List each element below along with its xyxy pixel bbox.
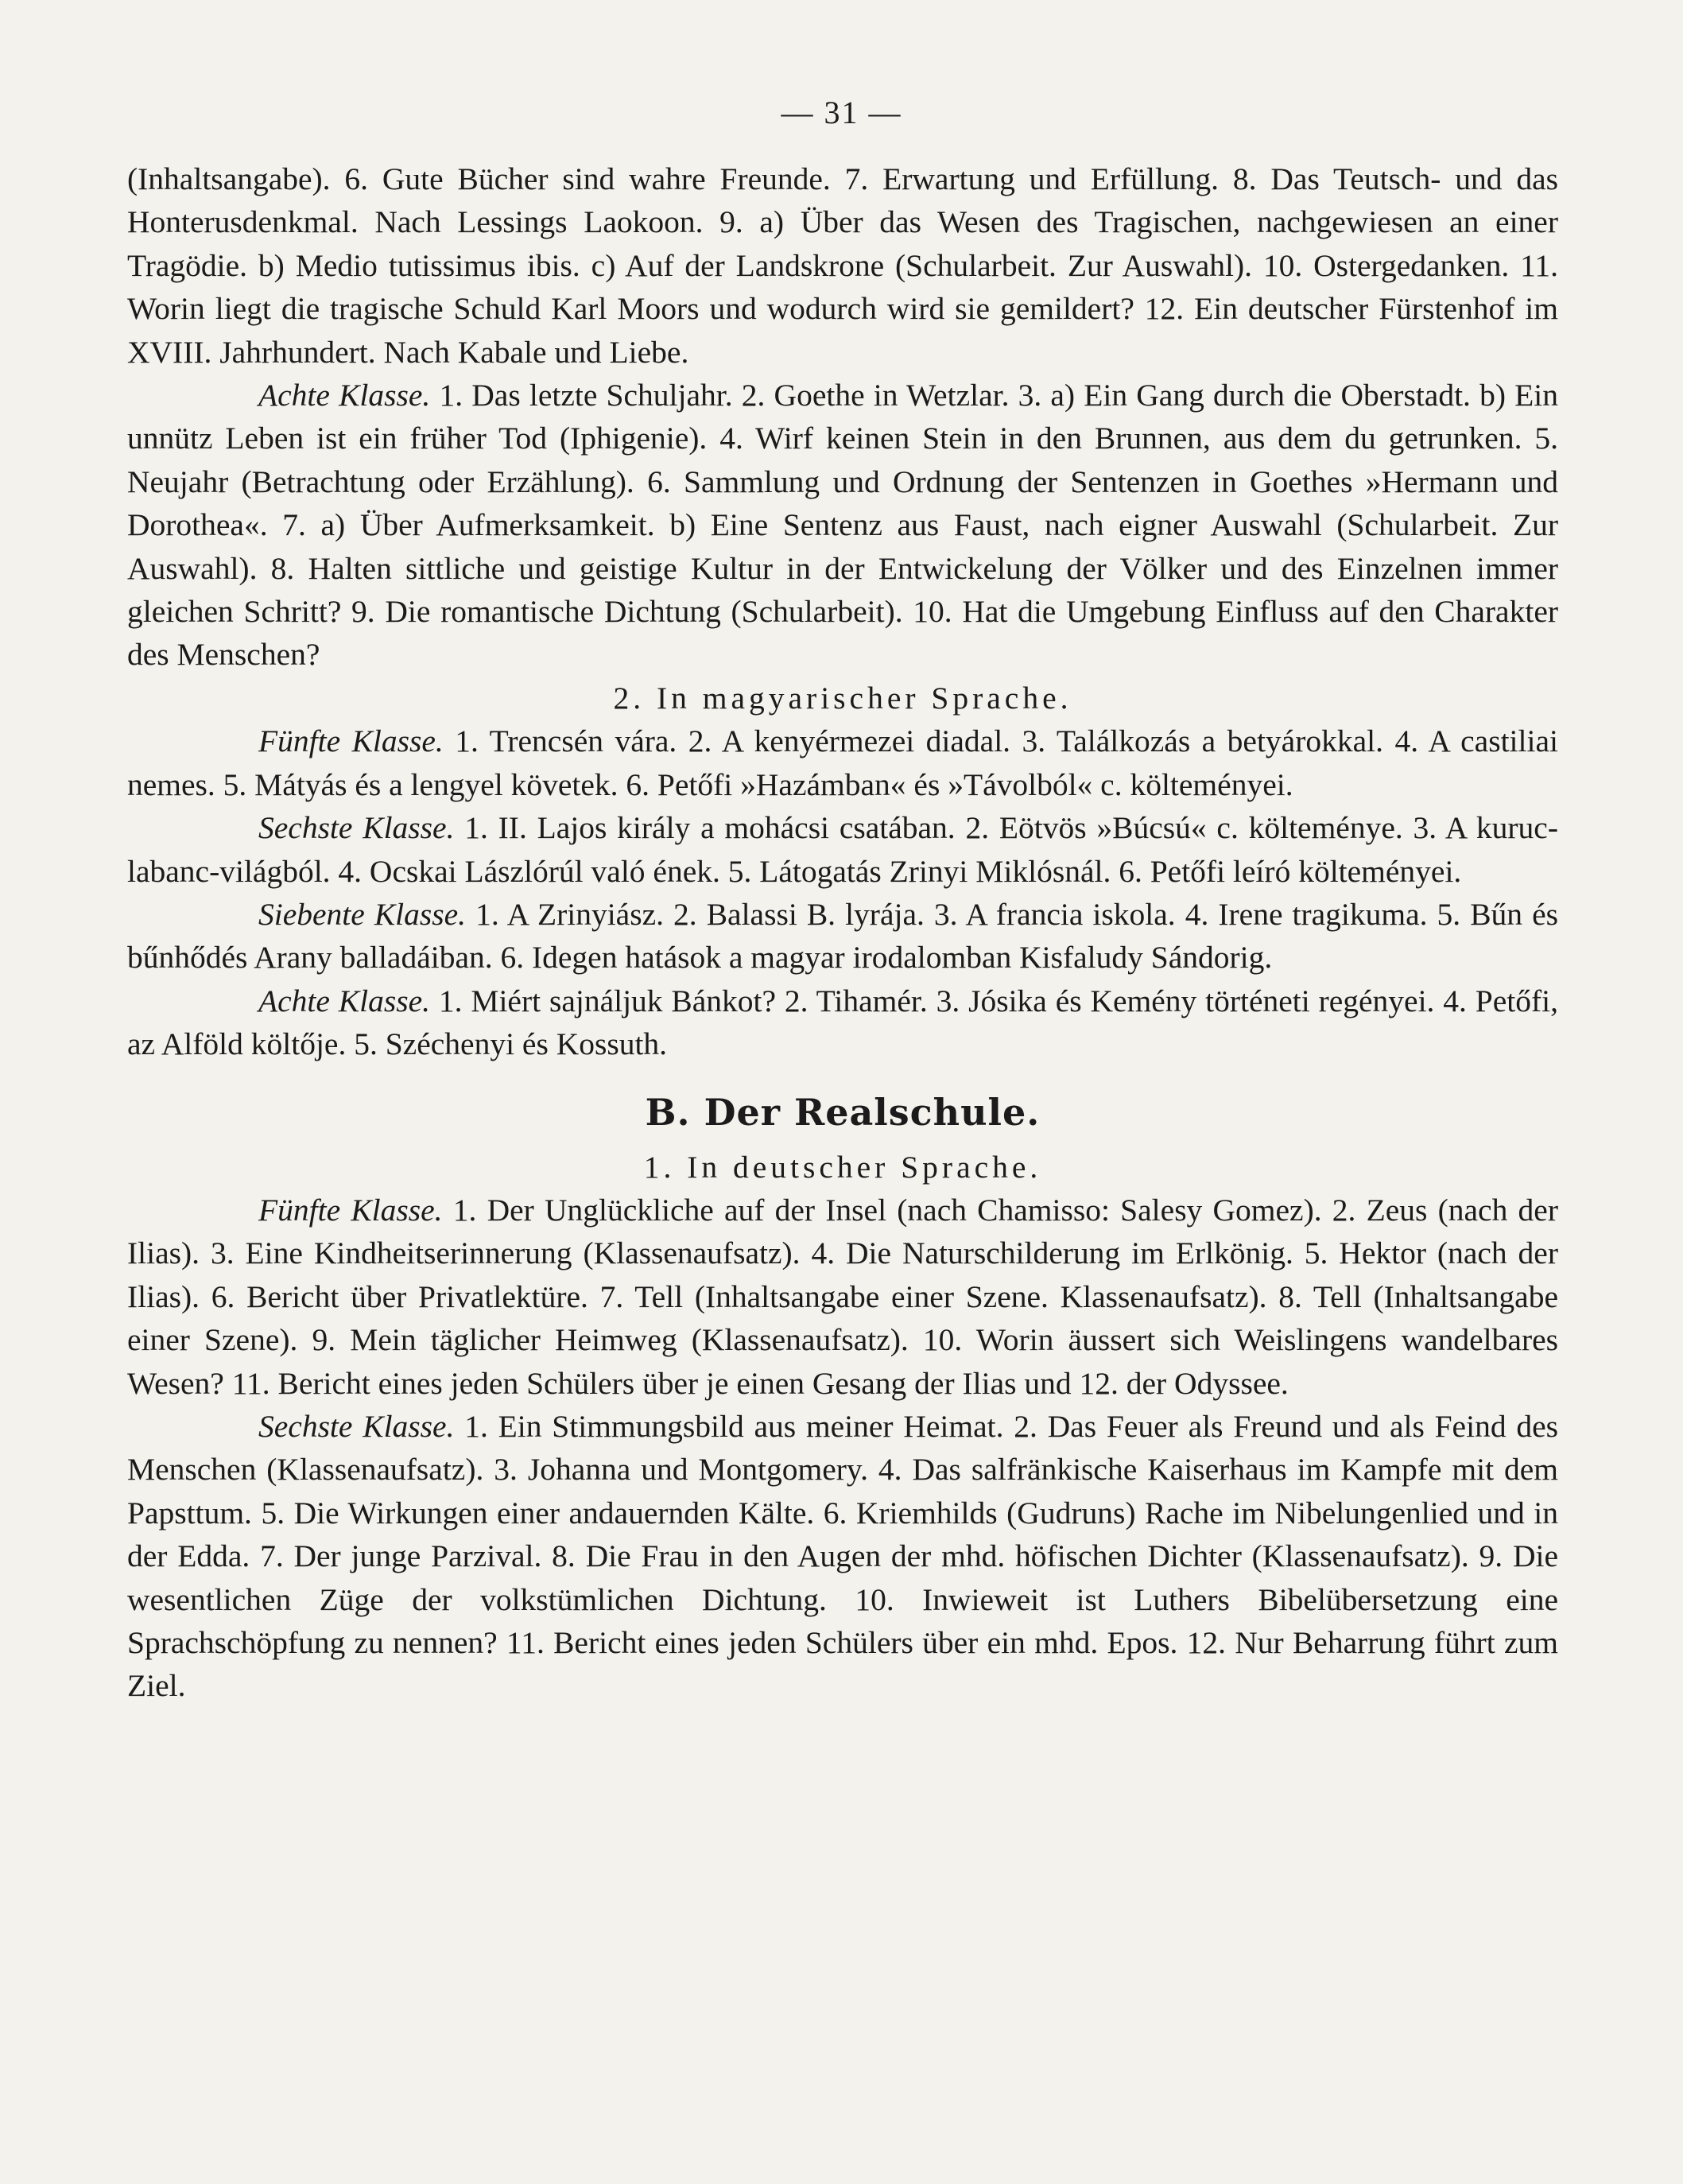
class-topics: 1. Der Unglückliche auf der Insel (nach Chamisso: Salesy Gomez). 2. Zeus (nach der Ilias). 3. Eine Kindheitserinnerung (Klassenaufsatz). 4. Die Naturschilderung im Erlkönig. 5. Hektor (nach der Ilias). 6. Bericht über Privatlektüre. 7. Tell (Inhaltsangabe einer Szene. Klassenaufsatz). 8. Tell (Inhaltsangabe einer Szene). 9. Mein täglicher Heimweg (Klassenaufsatz). 10. Worin äussert sich Weislingens wandelbares Wesen? 11. Bericht eines jeden Schülers über je einen Gesang der Ilias und 12. der Odyssee. xyxy=(127,1192,1558,1401)
class-topics: 1. Trencsén vára. 2. A kenyérmezei diadal. 3. Találkozás a betyárokkal. 4. A castiliai nemes. 5. Mátyás és a lengyel követek. 6. Petőfi »Hazámban« és »Távolból« c. költeményei. xyxy=(127,723,1558,802)
magyar-sechste-paragraph xyxy=(127,806,1558,893)
class-topics: 1. Ein Stimmungsbild aus meiner Heimat. 2. Das Feuer als Freund und als Feind des Menschen (Klassenaufsatz). 3. Johanna und Montgomery. 4. Das salfränkische Kaiserhaus im Kampfe mit dem Papsttum. 5. Die Wirkungen einer andauernden Kälte. 6. Kriemhilds (Gudruns) Rache im Nibelungenlied und in der Edda. 7. Der junge Parzival. 8. Die Frau in den Augen der mhd. höfischen Dichter (Klassenaufsatz). 9. Die wesentlichen Züge der volkstümlichen Dichtung. 10. Inwieweit ist Luthers Bibelübersetzung eine Sprachschöpfung zu nennen? 11. Bericht eines jeden Schülers über ein mhd. Epos. 12. Nur Beharrung führt zum Ziel. xyxy=(127,1408,1558,1704)
magyar-heading: 2. In magyarischer Sprache. xyxy=(613,680,1072,716)
page-number: — 31 — xyxy=(781,95,902,130)
class-label: Fünfte Klasse. xyxy=(258,723,444,759)
class-label: Achte Klasse. xyxy=(258,378,431,413)
intro-paragraph: (Inhaltsangabe). 6. Gute Bücher sind wahre Freunde. 7. Erwartung und Erfüllung. 8. Das Teutsch- und das Honterusdenkmal. Nach Lessings Laokoon. 9. a) Über das Wesen des Tragischen, nachgewiesen an einer Tragödie. b) Medio tutissimus ibis. c) Auf der Landskrone (Schularbeit. Zur Auswahl). 10. Ostergedanken. 11. Worin liegt die tragische Schuld Karl Moors und wodurch wird sie gemildert? 12. Ein deutscher Fürstenhof im XVIII. Jahrhundert. Nach Kabale und Liebe. xyxy=(127,161,1558,370)
class-label: Siebente Klasse. xyxy=(258,896,467,932)
magyar-achte-paragraph xyxy=(127,980,1558,1066)
class-topics: 1. A Zrinyiász. 2. Balassi B. lyrája. 3. A francia iskola. 4. Irene tragikuma. 5. Bűn és bűnhődés Arany balladáiban. 6. Idegen hatások a magyar irodalomban Kisfaludy Sándorig. xyxy=(127,896,1558,976)
b-sechste-paragraph xyxy=(127,1405,1558,1708)
class-topics: 1. Miért sajnáljuk Bánkot? 2. Tihamér. 3. Jósika és Kemény történeti regényei. 4. Petőfi, az Alföld költője. 5. Széchenyi és Kossuth. xyxy=(127,983,1558,1062)
b-fuenfte-paragraph xyxy=(127,1189,1558,1405)
magyar-siebente-paragraph xyxy=(127,893,1558,980)
class-label: Achte Klasse. xyxy=(258,983,430,1018)
a-achte-klasse-paragraph xyxy=(127,374,1558,677)
class-topics: 1. Das letzte Schuljahr. 2. Goethe in Wetzlar. 3. a) Ein Gang durch die Oberstadt. b) Ein unnütz Leben ist ein früher Tod (Iphigenie). 4. Wirf keinen Stein in den Brunnen, aus dem du getrunken. 5. Neujahr (Betrachtung oder Erzählung). 6. Sammlung und Ordnung der Sentenzen in Goethes »Hermann und Dorothea«. 7. a) Über Aufmerksamkeit. b) Eine Sentenz aus Faust, nach eigner Auswahl (Schularbeit. Zur Auswahl). 8. Halten sittliche und geistige Kultur in der Entwickelung der Völker und des Einzelnen immer gleichen Schritt? 9. Die romantische Dichtung (Schularbeit). 10. Hat die Umgebung Einfluss auf den Charakter des Menschen? xyxy=(127,378,1559,673)
body-text xyxy=(127,157,1558,1708)
section-b-heading: B. Der Realschule. xyxy=(645,1090,1041,1134)
class-topics: 1. II. Lajos király a mohácsi csatában. 2. Eötvös »Búcsú« c. költeménye. 3. A kuruc-labanc-világból. 4. Ocskai Lászlórúl való ének. 5. Látogatás Zrinyi Miklósnál. 6. Petőfi leíró költeményei. xyxy=(127,810,1558,889)
class-label: Sechste Klasse. xyxy=(258,1408,455,1444)
section-b-subheading: 1. In deutscher Sprache. xyxy=(643,1149,1042,1185)
class-label: Fünfte Klasse. xyxy=(258,1192,443,1228)
magyar-fuenfte-paragraph xyxy=(127,720,1558,806)
class-label: Sechste Klasse. xyxy=(258,810,455,846)
